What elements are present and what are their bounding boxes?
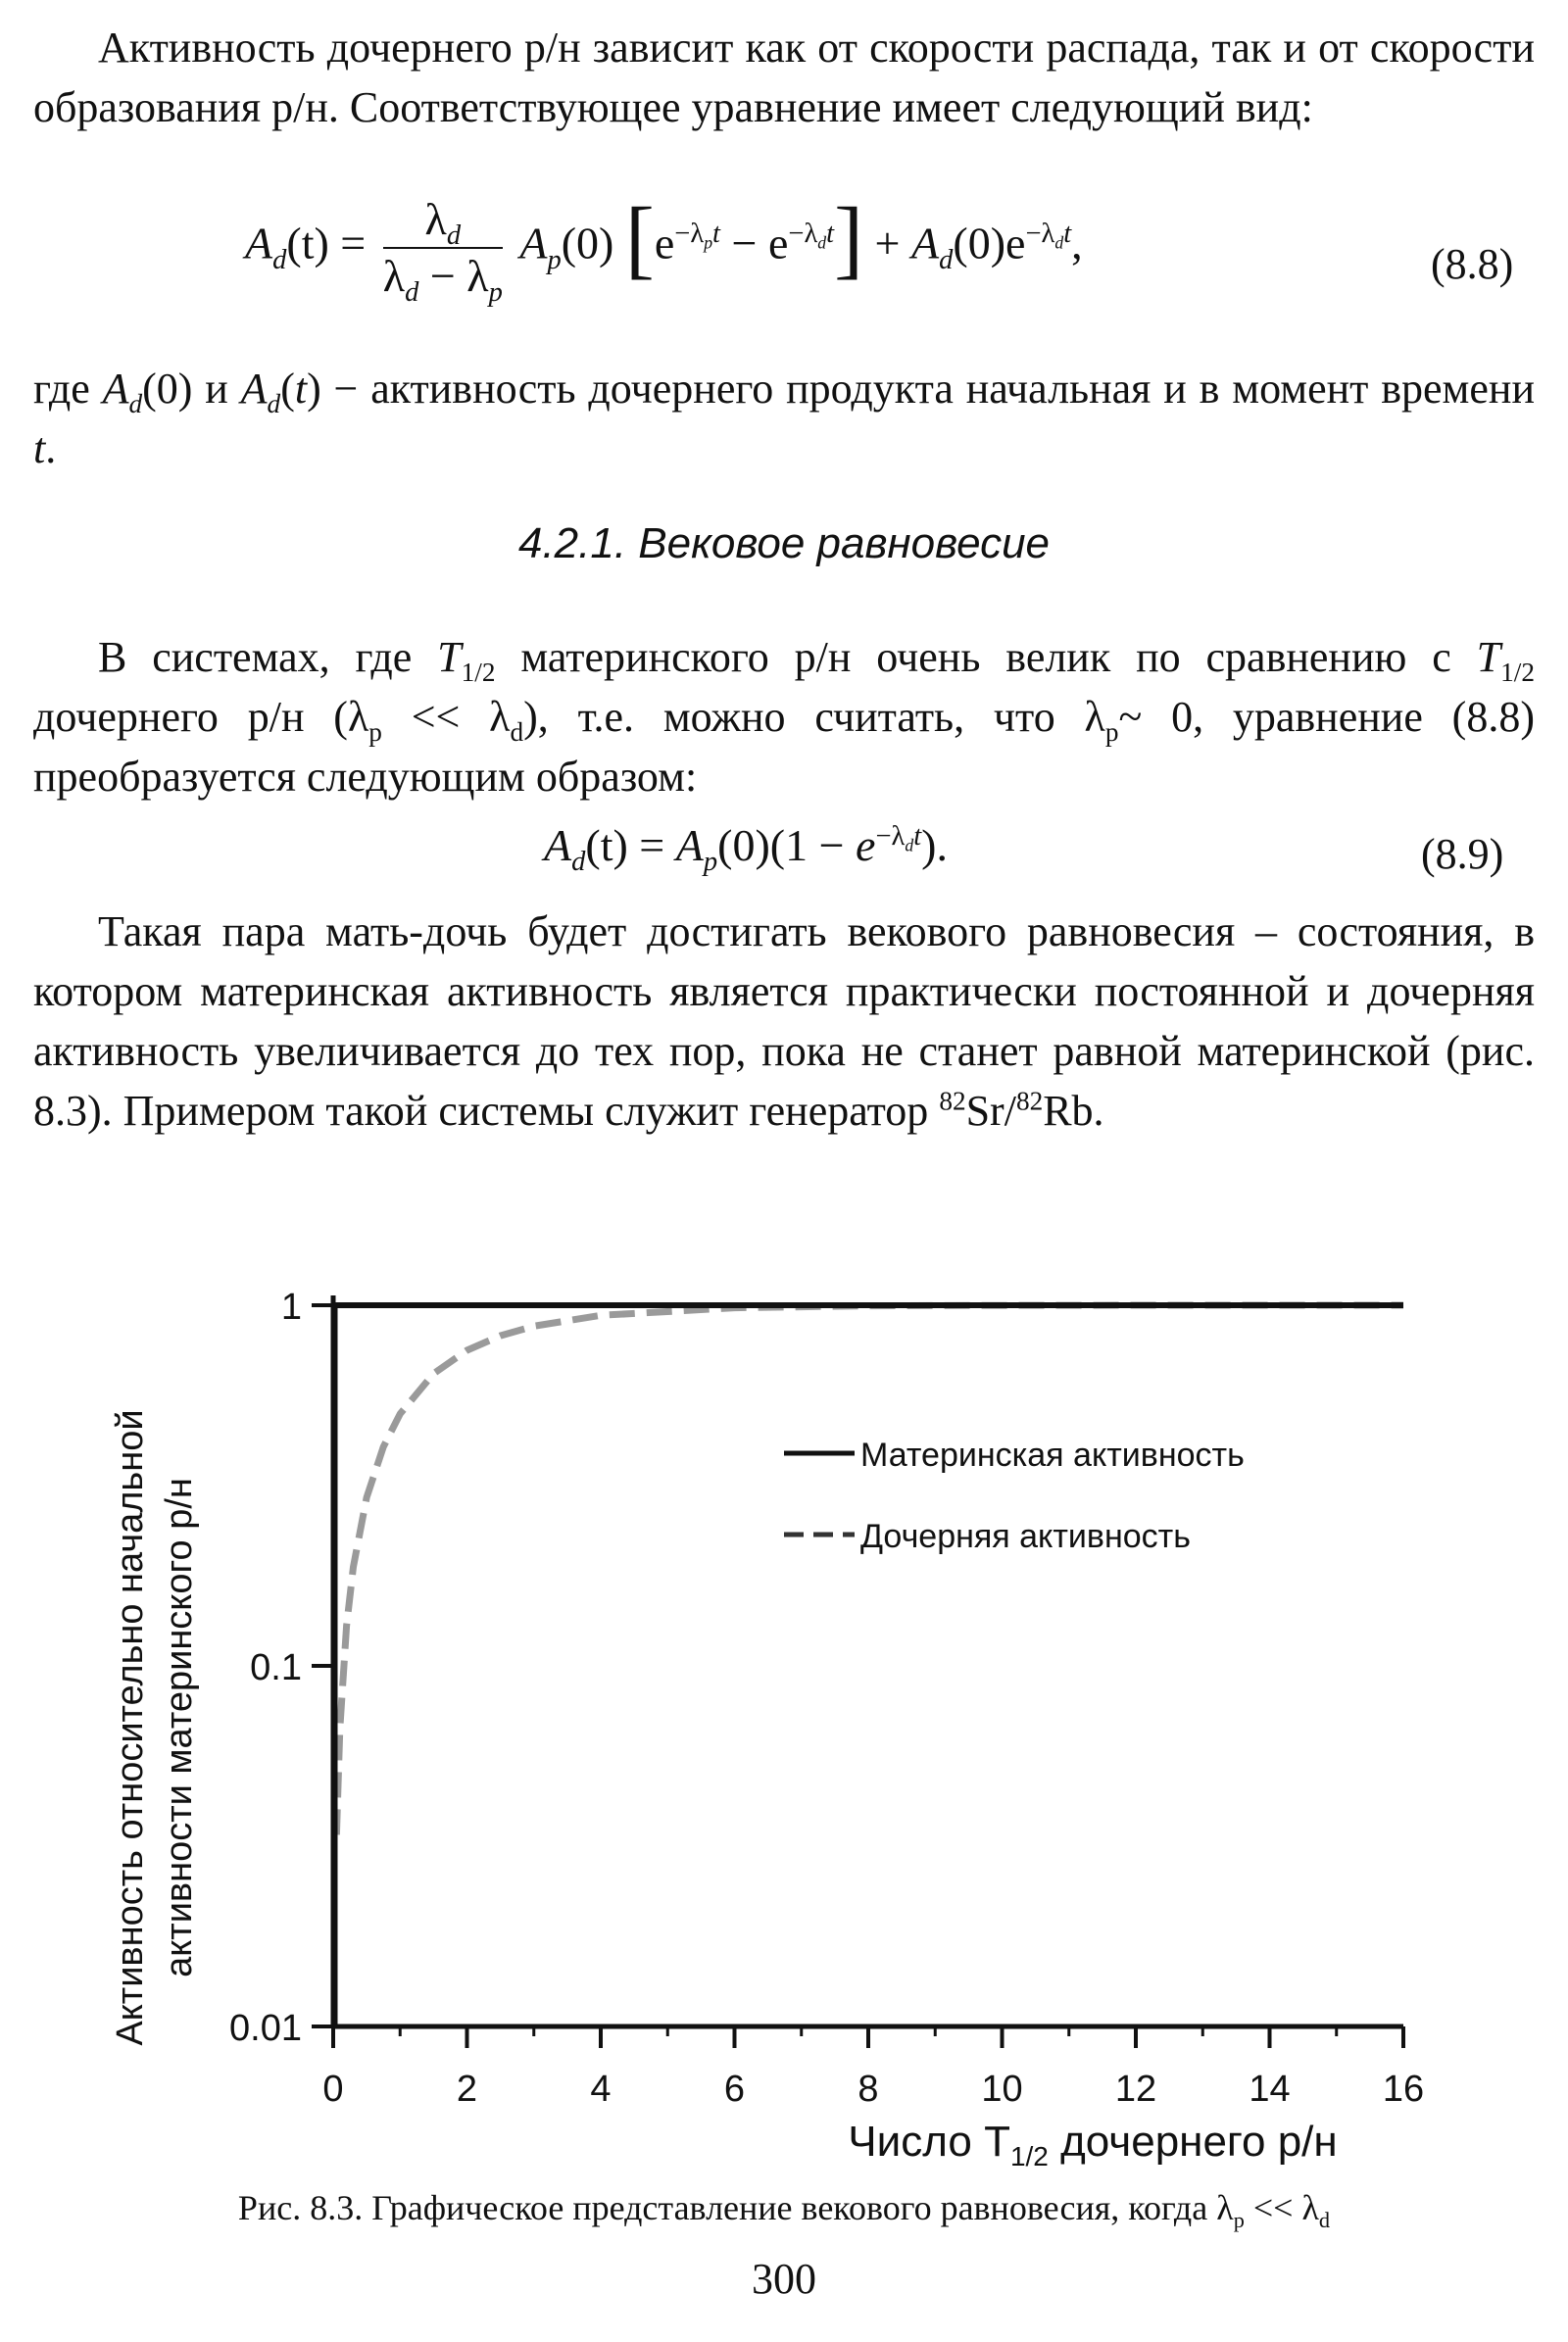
eq-subscript: d: [571, 847, 586, 878]
eq-subscript: d: [939, 244, 954, 275]
eq-symbol: A: [675, 820, 704, 870]
text-subscript: 1/2: [1500, 657, 1535, 687]
x-tick-label: 16: [1382, 2069, 1425, 2110]
equation-number-8-9: (8.9): [1421, 830, 1504, 878]
y-axis-label: [110, 1409, 200, 2045]
text-superscript: 82: [1015, 1086, 1044, 1116]
equation-number-8-8: (8.8): [1431, 240, 1514, 288]
eq-subscript: p: [704, 232, 713, 253]
eq-subscript: d: [446, 220, 462, 252]
paragraph-secular: [33, 627, 1535, 806]
text-symbol: T: [1476, 633, 1501, 681]
text-subscript: p: [1104, 716, 1119, 747]
eq-subscript: d: [405, 277, 419, 309]
x-tick-label: 2: [456, 2069, 478, 2110]
eq-arg: (0): [953, 218, 1006, 268]
legend-parent-label: Материнская активность: [860, 1437, 1245, 1474]
text-subscript: p: [368, 716, 382, 747]
eq-exponent-t: t: [913, 820, 922, 852]
equation-8-8: $A_d(t)$ = $\frac{\lambda_d}{\lambda_d - \lambda_p}$ $A_p(0) [e^{-\lambda_pt} - e^{-\lambda_dt}] + A_d(0)e^{-\lambda_dt}$,: [245, 190, 1083, 309]
text-run: ), т.е. можно считать, что λ: [523, 693, 1105, 741]
x-tick-label: 4: [590, 2069, 612, 2110]
eq-subscript: p: [547, 244, 562, 275]
chart-legend: [784, 1437, 1245, 1555]
eq-exponent-t: t: [1063, 219, 1072, 250]
eq-lambda: λ: [424, 194, 447, 244]
chart-axes: [333, 1295, 1403, 2026]
text-symbol: A: [102, 365, 129, 413]
text-run: (: [280, 365, 295, 413]
eq-exp-base: e: [654, 218, 675, 268]
x-axis-label-main: Число T: [848, 2118, 1010, 2166]
eq-fraction: [382, 192, 503, 309]
paragraph-example: [33, 902, 1535, 1141]
eq-operator: =: [627, 820, 676, 870]
text-run: Rb.: [1043, 1087, 1104, 1135]
x-axis-label-rest: дочернего р/н: [1048, 2118, 1338, 2166]
paragraph-intro-text: Активность дочернего р/н зависит как от скорости распада, так и от скорости образования р/н. Соответствующее уравнение имеет следующий вид:: [33, 24, 1535, 131]
text-subscript: 1/2: [461, 657, 496, 687]
eq-operator: −: [418, 251, 467, 301]
x-tick-label: 6: [723, 2069, 746, 2110]
x-axis-label-sub: 1/2: [1009, 2141, 1049, 2171]
series-lines: [333, 1305, 1403, 2026]
eq-subscript: d: [1054, 232, 1064, 253]
paragraph-intro: [33, 18, 1535, 137]
eq-symbol: A: [544, 820, 572, 870]
eq-arg: (0): [717, 820, 770, 870]
text-run: Sr/: [965, 1087, 1016, 1135]
eq-arg: (0): [561, 218, 614, 268]
eq-subscript: d: [817, 232, 827, 253]
text-symbol: T: [437, 633, 462, 681]
text-run: где: [33, 365, 103, 413]
x-ticks: [322, 2026, 1424, 2110]
text-run: ) − активность дочернего продукта начальная и в момент времени: [307, 365, 1535, 413]
eq-exponent-t: t: [826, 219, 835, 250]
y-axis-label-line1: Активность относительно начальной: [110, 1409, 151, 2046]
text-subscript: d: [510, 716, 524, 747]
eq-symbol: A: [519, 218, 548, 268]
eq-exponent: −λ: [788, 219, 818, 250]
caption-text: Рис. 8.3. Графическое представление векового равновесия, когда λ: [237, 2188, 1234, 2227]
y-axis-label-line2: активности материнского р/н: [159, 1478, 200, 1977]
eq-exp-base: e: [1005, 218, 1026, 268]
eq-exponent: −λ: [1025, 219, 1055, 250]
caption-text: << λ: [1244, 2188, 1319, 2227]
paragraph-definition: [33, 359, 1535, 478]
eq-symbol: A: [245, 218, 273, 268]
text-run: ~ 0, уравнение (8.8) преобразуется следующим образом:: [33, 693, 1535, 801]
text-run: В системах, где: [98, 633, 438, 681]
eq-symbol: A: [911, 218, 940, 268]
x-tick-label: 12: [1114, 2069, 1157, 2110]
eq-operator: ).: [921, 820, 948, 870]
eq-lambda: λ: [382, 251, 406, 301]
x-tick-label: 0: [322, 2069, 344, 2110]
text-run: материнского р/н очень велик по сравнению с: [495, 633, 1477, 681]
x-tick-label: 8: [858, 2069, 879, 2110]
text-symbol: t: [294, 365, 308, 413]
caption-subscript: d: [1318, 2208, 1331, 2233]
text-symbol: A: [240, 365, 268, 413]
text-run: .: [45, 424, 57, 472]
figure-caption: [0, 2187, 1568, 2233]
y-tick-label: 0.1: [250, 1647, 302, 1688]
y-ticks: [229, 1287, 333, 2049]
section-heading: 4.2.1. Вековое равновесие: [517, 519, 1051, 567]
eq-operator: +: [863, 218, 911, 268]
eq-operator: (1 −: [769, 820, 857, 870]
x-tick-label: 10: [981, 2069, 1023, 2110]
eq-exp-base: e: [767, 218, 789, 268]
eq-arg: (t): [286, 218, 329, 268]
text-run: (0) и: [142, 365, 241, 413]
eq-lambda: λ: [466, 251, 489, 301]
x-axis-label: [848, 2118, 1337, 2171]
eq-exp-base: e: [856, 820, 876, 870]
text-run: Такая пара мать-дочь будет достигать векового равновесия – состояния, в котором материнская активность является практически постоянной и дочерняя активность увеличивается до тех пор, пока не станет равной материнской (рис. 8.3). Примером такой системы служит генератор: [33, 907, 1535, 1135]
y-tick-label: 1: [280, 1287, 302, 1328]
eq-exponent-t: t: [712, 219, 720, 250]
y-tick-label: 0.01: [229, 2008, 302, 2049]
eq-subscript: d: [272, 244, 287, 275]
text-subscript: d: [267, 388, 281, 418]
text-symbol: t: [33, 424, 46, 472]
text-subscript: d: [128, 388, 143, 418]
eq-exponent: −λ: [875, 820, 906, 852]
eq-subscript: p: [488, 277, 503, 309]
eq-subscript: d: [905, 835, 914, 855]
equation-8-9: [544, 819, 948, 878]
eq-exponent: −λ: [674, 219, 705, 250]
x-tick-label: 14: [1249, 2069, 1291, 2110]
daughter-activity-line: [336, 1305, 1403, 1834]
caption-subscript: p: [1233, 2208, 1245, 2233]
eq-arg: (t): [585, 820, 628, 870]
text-superscript: 82: [939, 1086, 966, 1116]
eq-subscript: p: [703, 847, 718, 878]
page-number: 300: [752, 2255, 816, 2303]
eq-operator: −: [719, 218, 768, 268]
secular-equilibrium-chart: [0, 1244, 1568, 2185]
text-run: дочернего р/н (λ: [33, 693, 369, 741]
eq-comma: ,: [1071, 218, 1083, 268]
legend-daughter-label: Дочерняя активность: [860, 1518, 1191, 1555]
text-run: << λ: [381, 693, 511, 741]
